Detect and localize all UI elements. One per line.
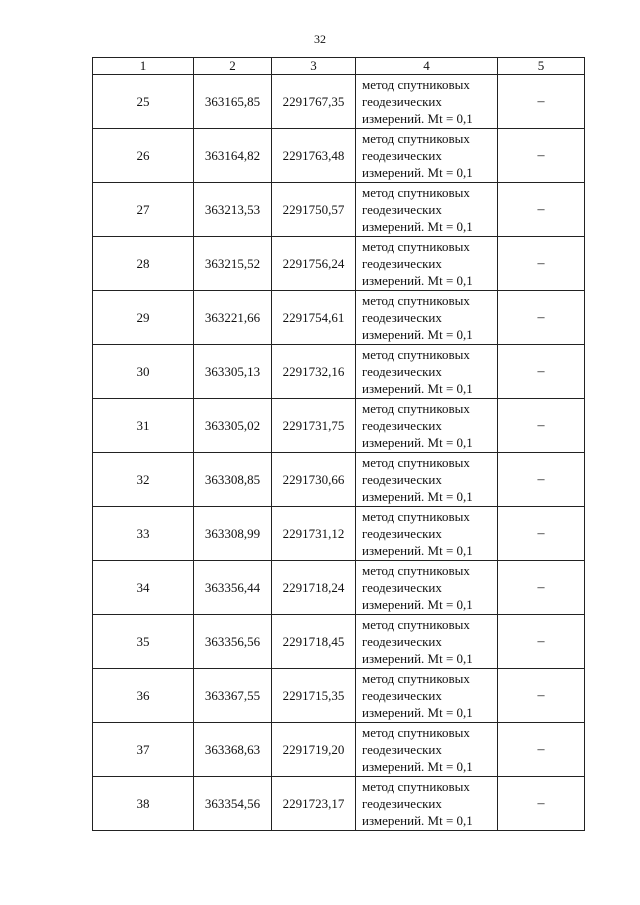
x-coordinate-cell: 363215,52 xyxy=(194,237,272,291)
y-coordinate-cell: 2291754,61 xyxy=(272,291,356,345)
method-line: геодезических xyxy=(362,526,442,541)
method-line: метод спутниковых xyxy=(362,401,470,416)
note-cell: – xyxy=(498,453,585,507)
x-coordinate-cell: 363367,55 xyxy=(194,669,272,723)
column-header-1: 1 xyxy=(93,58,194,75)
table-row xyxy=(93,561,585,615)
table-row xyxy=(93,237,585,291)
x-coordinate-cell: 363308,85 xyxy=(194,453,272,507)
x-coordinate-cell: 363368,63 xyxy=(194,723,272,777)
method-line: метод спутниковых xyxy=(362,131,470,146)
y-coordinate-cell: 2291756,24 xyxy=(272,237,356,291)
method-line: измерений. Mt = 0,1 xyxy=(362,543,473,558)
table-row xyxy=(93,723,585,777)
point-number-cell: 31 xyxy=(93,399,194,453)
method-cell xyxy=(356,399,498,453)
point-number-cell: 27 xyxy=(93,183,194,237)
column-header-2: 2 xyxy=(194,58,272,75)
page-number: 32 xyxy=(314,32,326,46)
method-line: измерений. Mt = 0,1 xyxy=(362,111,473,126)
method-line: измерений. Mt = 0,1 xyxy=(362,489,473,504)
x-coordinate-cell: 363213,53 xyxy=(194,183,272,237)
coordinates-table xyxy=(92,57,585,831)
method-line: измерений. Mt = 0,1 xyxy=(362,813,473,828)
method-line: метод спутниковых xyxy=(362,185,470,200)
method-cell xyxy=(356,777,498,831)
note-cell: – xyxy=(498,507,585,561)
method-line: метод спутниковых xyxy=(362,293,470,308)
table-row xyxy=(93,399,585,453)
method-line: измерений. Mt = 0,1 xyxy=(362,273,473,288)
note-cell: – xyxy=(498,777,585,831)
method-line: геодезических xyxy=(362,580,442,595)
method-line: метод спутниковых xyxy=(362,617,470,632)
point-number-cell: 37 xyxy=(93,723,194,777)
table-header-row xyxy=(93,58,585,75)
point-number-cell: 35 xyxy=(93,615,194,669)
point-number-cell: 25 xyxy=(93,75,194,129)
method-cell xyxy=(356,75,498,129)
method-line: геодезических xyxy=(362,364,442,379)
y-coordinate-cell: 2291731,75 xyxy=(272,399,356,453)
point-number-cell: 38 xyxy=(93,777,194,831)
point-number-cell: 29 xyxy=(93,291,194,345)
x-coordinate-cell: 363305,13 xyxy=(194,345,272,399)
table-row xyxy=(93,129,585,183)
y-coordinate-cell: 2291767,35 xyxy=(272,75,356,129)
x-coordinate-cell: 363308,99 xyxy=(194,507,272,561)
note-cell: – xyxy=(498,237,585,291)
y-coordinate-cell: 2291718,24 xyxy=(272,561,356,615)
method-line: геодезических xyxy=(362,688,442,703)
method-cell xyxy=(356,723,498,777)
method-cell xyxy=(356,669,498,723)
method-line: метод спутниковых xyxy=(362,77,470,92)
method-line: метод спутниковых xyxy=(362,455,470,470)
point-number-cell: 26 xyxy=(93,129,194,183)
y-coordinate-cell: 2291732,16 xyxy=(272,345,356,399)
table-row xyxy=(93,669,585,723)
method-line: метод спутниковых xyxy=(362,509,470,524)
method-line: метод спутниковых xyxy=(362,239,470,254)
method-line: измерений. Mt = 0,1 xyxy=(362,219,473,234)
x-coordinate-cell: 363164,82 xyxy=(194,129,272,183)
method-line: измерений. Mt = 0,1 xyxy=(362,381,473,396)
y-coordinate-cell: 2291718,45 xyxy=(272,615,356,669)
method-line: геодезических xyxy=(362,202,442,217)
table-row xyxy=(93,345,585,399)
y-coordinate-cell: 2291719,20 xyxy=(272,723,356,777)
note-cell: – xyxy=(498,561,585,615)
table-row xyxy=(93,453,585,507)
method-cell xyxy=(356,453,498,507)
method-cell xyxy=(356,615,498,669)
note-cell: – xyxy=(498,291,585,345)
method-line: геодезических xyxy=(362,148,442,163)
table-row xyxy=(93,507,585,561)
y-coordinate-cell: 2291730,66 xyxy=(272,453,356,507)
method-cell xyxy=(356,129,498,183)
method-cell xyxy=(356,183,498,237)
method-line: геодезических xyxy=(362,634,442,649)
y-coordinate-cell: 2291750,57 xyxy=(272,183,356,237)
method-line: геодезических xyxy=(362,796,442,811)
method-line: измерений. Mt = 0,1 xyxy=(362,651,473,666)
table-body xyxy=(93,75,585,831)
y-coordinate-cell: 2291715,35 xyxy=(272,669,356,723)
method-line: измерений. Mt = 0,1 xyxy=(362,165,473,180)
column-header-3: 3 xyxy=(272,58,356,75)
note-cell: – xyxy=(498,129,585,183)
method-line: метод спутниковых xyxy=(362,347,470,362)
y-coordinate-cell: 2291731,12 xyxy=(272,507,356,561)
method-line: измерений. Mt = 0,1 xyxy=(362,597,473,612)
table-row xyxy=(93,777,585,831)
note-cell: – xyxy=(498,183,585,237)
column-header-4: 4 xyxy=(356,58,498,75)
table-row xyxy=(93,615,585,669)
point-number-cell: 30 xyxy=(93,345,194,399)
column-header-5: 5 xyxy=(498,58,585,75)
y-coordinate-cell: 2291763,48 xyxy=(272,129,356,183)
table-row xyxy=(93,291,585,345)
method-line: геодезических xyxy=(362,256,442,271)
point-number-cell: 34 xyxy=(93,561,194,615)
x-coordinate-cell: 363356,56 xyxy=(194,615,272,669)
note-cell: – xyxy=(498,723,585,777)
method-cell xyxy=(356,507,498,561)
x-coordinate-cell: 363165,85 xyxy=(194,75,272,129)
method-line: метод спутниковых xyxy=(362,671,470,686)
x-coordinate-cell: 363305,02 xyxy=(194,399,272,453)
point-number-cell: 28 xyxy=(93,237,194,291)
point-number-cell: 33 xyxy=(93,507,194,561)
method-line: геодезических xyxy=(362,310,442,325)
method-line: измерений. Mt = 0,1 xyxy=(362,435,473,450)
note-cell: – xyxy=(498,345,585,399)
method-line: метод спутниковых xyxy=(362,563,470,578)
method-line: геодезических xyxy=(362,418,442,433)
table-row xyxy=(93,75,585,129)
method-line: измерений. Mt = 0,1 xyxy=(362,327,473,342)
point-number-cell: 32 xyxy=(93,453,194,507)
x-coordinate-cell: 363221,66 xyxy=(194,291,272,345)
point-number-cell: 36 xyxy=(93,669,194,723)
note-cell: – xyxy=(498,669,585,723)
y-coordinate-cell: 2291723,17 xyxy=(272,777,356,831)
method-cell xyxy=(356,291,498,345)
method-line: измерений. Mt = 0,1 xyxy=(362,705,473,720)
method-line: метод спутниковых xyxy=(362,725,470,740)
method-cell xyxy=(356,561,498,615)
note-cell: – xyxy=(498,75,585,129)
method-line: измерений. Mt = 0,1 xyxy=(362,759,473,774)
method-line: метод спутниковых xyxy=(362,779,470,794)
note-cell: – xyxy=(498,615,585,669)
method-cell xyxy=(356,345,498,399)
method-line: геодезических xyxy=(362,94,442,109)
note-cell: – xyxy=(498,399,585,453)
table-row xyxy=(93,183,585,237)
method-line: геодезических xyxy=(362,472,442,487)
x-coordinate-cell: 363356,44 xyxy=(194,561,272,615)
method-line: геодезических xyxy=(362,742,442,757)
x-coordinate-cell: 363354,56 xyxy=(194,777,272,831)
method-cell xyxy=(356,237,498,291)
